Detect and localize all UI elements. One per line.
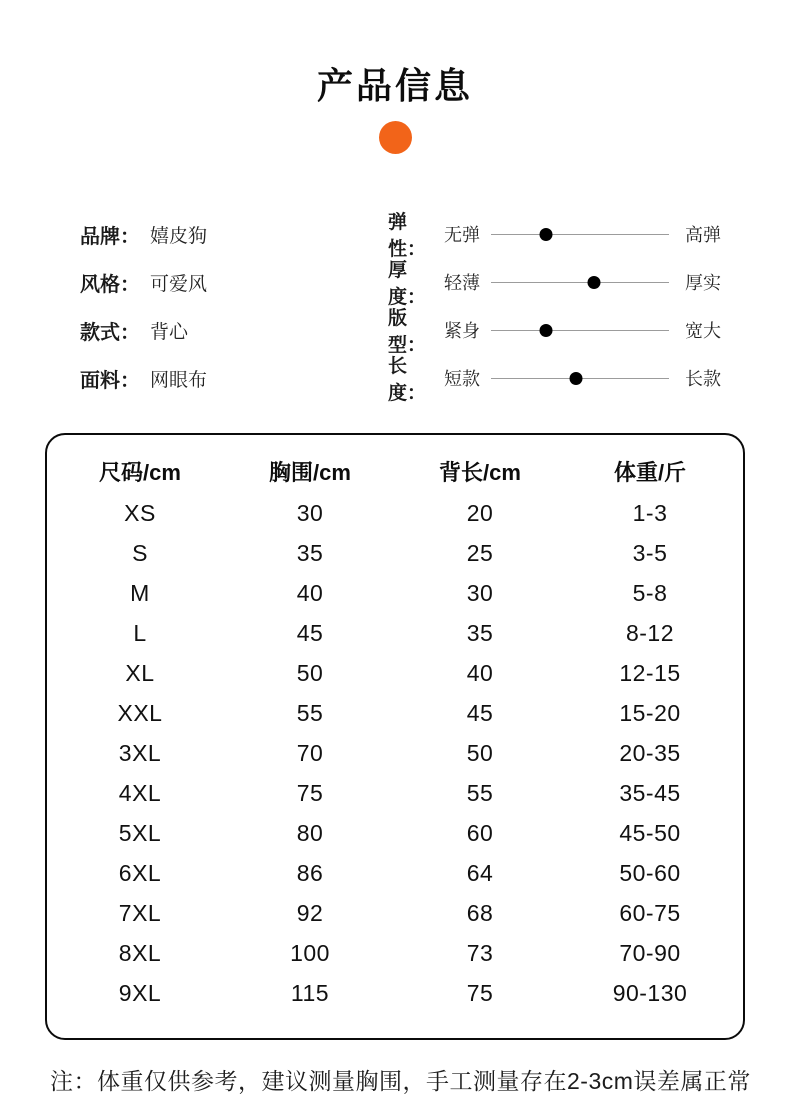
size-table-cell: 8-12 (625, 619, 675, 646)
accent-dot-icon (379, 121, 412, 154)
size-table-cell: 55 (296, 699, 324, 726)
footer-note: 注：体重仅供参考，建议测量胸围，手工测量存在2-3cm误差属正常 (50, 1068, 751, 1094)
attribute-row (80, 306, 388, 354)
size-table-cell: 90-130 (612, 979, 688, 1006)
size-table-cell: 70-90 (619, 939, 681, 966)
attribute-value: 嬉皮狗 (150, 225, 208, 247)
size-table-header-cell: 胸围/cm (269, 459, 351, 485)
size-table-cell: 75 (296, 779, 324, 806)
size-table-cell: 73 (466, 939, 494, 966)
attribute-row (80, 258, 388, 306)
size-table-cell: 20 (466, 499, 494, 526)
size-table-row (55, 573, 735, 613)
slider-min-label: 轻薄 (444, 273, 480, 293)
size-table-row (55, 813, 735, 853)
size-table-cell: 50-60 (619, 859, 681, 886)
size-table-cell: 68 (466, 899, 494, 926)
size-table-cell: M (130, 579, 150, 606)
size-table-cell: 45-50 (619, 819, 681, 846)
size-table-cell: 5-8 (632, 579, 668, 606)
size-table-cell: 45 (466, 699, 494, 726)
size-table-cell: 25 (466, 539, 494, 566)
size-table-cell: 1-3 (632, 499, 668, 526)
size-table-cell: 70 (296, 739, 324, 766)
size-table-cell: 20-35 (619, 739, 681, 766)
size-table-cell: 64 (466, 859, 494, 886)
size-table-row (55, 613, 735, 653)
size-table-cell: 80 (296, 819, 324, 846)
slider-track (491, 378, 669, 379)
size-table-cell: 92 (296, 899, 324, 926)
page-title: 产品信息 (316, 65, 473, 106)
size-table-cell: 7XL (118, 899, 162, 926)
size-table-cell: 3-5 (632, 539, 668, 566)
size-table-cell: 50 (296, 659, 324, 686)
attribute-row (80, 354, 388, 402)
slider-thumb-icon (570, 372, 583, 385)
slider-track (491, 234, 669, 235)
size-table-cell: XXL (117, 699, 163, 726)
size-table-header-cell: 尺码/cm (99, 459, 181, 485)
size-table-cell: 60-75 (619, 899, 681, 926)
size-table-cell: 12-15 (619, 659, 681, 686)
size-table-row (55, 653, 735, 693)
size-table-cell: S (132, 539, 148, 566)
attribute-value: 网眼布 (150, 369, 208, 391)
size-table-cell: 3XL (118, 739, 162, 766)
size-table-cell: 4XL (118, 779, 162, 806)
size-table-cell: 40 (296, 579, 324, 606)
slider-min-label: 紧身 (444, 321, 480, 341)
product-info-section (0, 210, 790, 402)
slider-row (388, 354, 790, 402)
size-table-row (55, 893, 735, 933)
attribute-value: 可爱风 (150, 273, 208, 295)
size-table-cell: 35 (466, 619, 494, 646)
size-table-row (55, 853, 735, 893)
size-table-cell: 40 (466, 659, 494, 686)
size-table-row (55, 493, 735, 533)
size-table-cell: 115 (290, 979, 330, 1006)
slider-row (388, 306, 790, 354)
slider-thumb-icon (540, 228, 553, 241)
slider-max-label: 厚实 (685, 273, 721, 293)
size-table-card (45, 433, 745, 1040)
size-table-header-row (55, 449, 735, 493)
slider-min-label: 短款 (444, 369, 480, 389)
slider-label: 长度： (388, 356, 427, 404)
slider-label: 弹性： (388, 212, 427, 260)
attribute-label: 风格： (80, 273, 140, 296)
size-table-cell: 60 (466, 819, 494, 846)
slider-list (388, 210, 790, 402)
slider-row (388, 258, 790, 306)
size-table-cell: 35-45 (619, 779, 681, 806)
slider-max-label: 宽大 (685, 321, 721, 341)
attribute-value: 背心 (150, 321, 189, 343)
slider-max-label: 高弹 (685, 225, 721, 245)
size-table-cell: 30 (296, 499, 324, 526)
size-table-cell: 50 (466, 739, 494, 766)
size-table-cell: 100 (290, 939, 330, 966)
size-table-head (55, 449, 735, 493)
size-table-cell: 8XL (118, 939, 162, 966)
size-table-cell: 45 (296, 619, 324, 646)
page-header (0, 0, 790, 154)
size-table-cell: 86 (296, 859, 324, 886)
slider-track (491, 282, 669, 283)
size-table-row (55, 533, 735, 573)
slider-thumb-icon (588, 276, 601, 289)
slider-label: 厚度： (388, 260, 427, 308)
size-table (55, 449, 735, 1013)
size-table-cell: 6XL (118, 859, 162, 886)
size-table-row (55, 933, 735, 973)
size-table-header-cell: 背长/cm (439, 459, 521, 485)
size-table-cell: 30 (466, 579, 494, 606)
attribute-label: 面料： (80, 369, 140, 392)
size-table-row (55, 973, 735, 1013)
size-table-cell: 9XL (118, 979, 162, 1006)
attribute-label: 款式： (80, 321, 140, 344)
attribute-list (80, 210, 388, 402)
size-table-cell: L (133, 619, 147, 646)
slider-min-label: 无弹 (444, 225, 480, 245)
size-table-cell: XS (124, 499, 156, 526)
size-table-cell: 5XL (118, 819, 162, 846)
slider-label: 版型： (388, 308, 427, 356)
size-table-cell: 35 (296, 539, 324, 566)
attribute-label: 品牌： (80, 225, 140, 248)
size-table-header-cell: 体重/斤 (613, 459, 687, 485)
slider-track (491, 330, 669, 331)
size-table-cell: 15-20 (619, 699, 681, 726)
size-table-cell: 55 (466, 779, 494, 806)
slider-max-label: 长款 (685, 369, 721, 389)
attribute-row (80, 210, 388, 258)
size-table-cell: 75 (466, 979, 494, 1006)
slider-thumb-icon (540, 324, 553, 337)
slider-row (388, 210, 790, 258)
size-table-row (55, 773, 735, 813)
size-table-body (55, 493, 735, 1013)
size-table-cell: XL (125, 659, 155, 686)
size-table-row (55, 733, 735, 773)
size-table-row (55, 693, 735, 733)
